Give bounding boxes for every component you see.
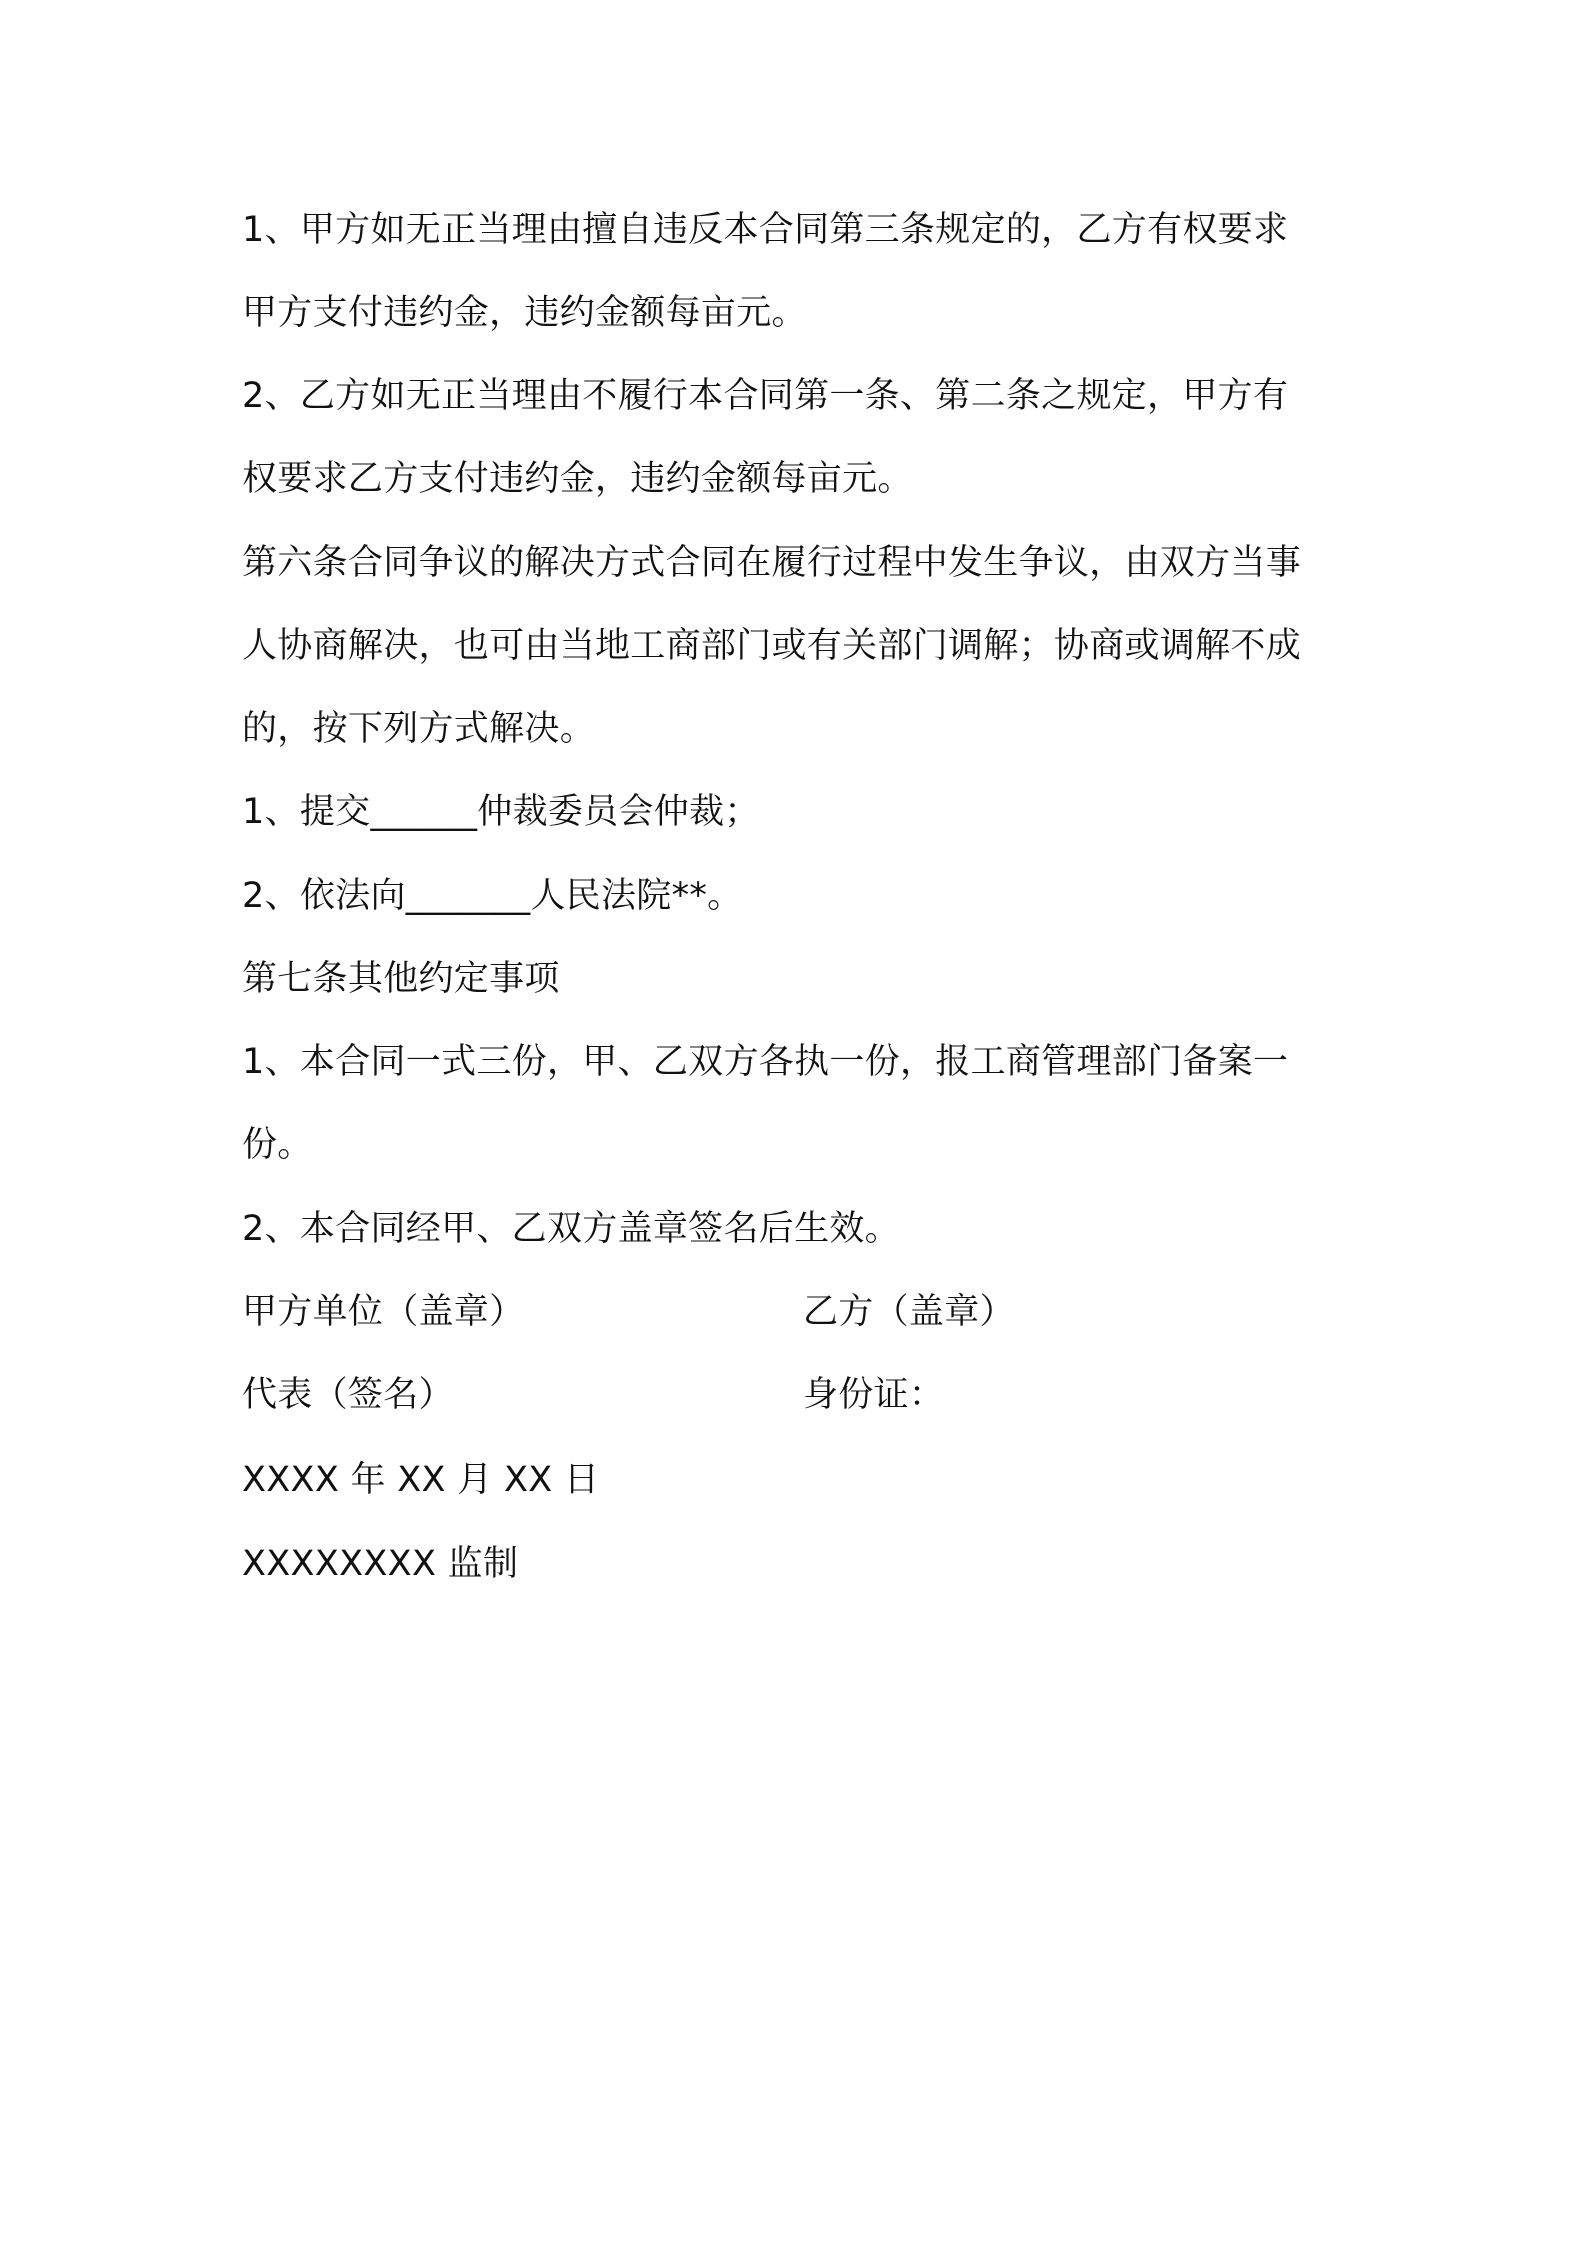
clause-6-line-3: 的，按下列方式解决。: [242, 709, 596, 749]
clause-7-item-1-line-2: 份。: [242, 1125, 313, 1165]
clause-6-item-1: 1、提交______仲裁委员会仲裁；: [242, 792, 760, 832]
clause-6-line-2: 人协商解决，也可由当地工商部门或有关部门调解；协商或调解不成: [242, 626, 1302, 666]
id-card-label: 身份证：: [803, 1375, 945, 1415]
clause-6-line-1: 第六条合同争议的解决方式合同在履行过程中发生争议，由双方当事: [242, 543, 1302, 583]
party-a-unit-seal: 甲方单位（盖章）: [242, 1292, 525, 1332]
representative-signature: 代表（签名）: [242, 1375, 454, 1415]
supervisor-label: XXXXXXXX 监制: [242, 1544, 519, 1584]
clause-5-item-2-line-1: 2、乙方如无正当理由不履行本合同第一条、第二条之规定，甲方有: [242, 376, 1289, 416]
clause-7-item-1-line-1: 1、本合同一式三份，甲、乙双方各执一份，报工商管理部门备案一: [242, 1042, 1289, 1082]
signing-date: XXXX 年 XX 月 XX 日: [242, 1460, 600, 1500]
clause-6-item-2: 2、依法向_______人民法院**。: [242, 876, 743, 916]
clause-5-item-1-line-1: 1、甲方如无正当理由擅自违反本合同第三条规定的，乙方有权要求: [242, 210, 1289, 250]
party-b-seal: 乙方（盖章）: [803, 1292, 1015, 1332]
clause-5-item-1-line-2: 甲方支付违约金，违约金额每亩元。: [242, 293, 807, 333]
clause-5-item-2-line-2: 权要求乙方支付违约金，违约金额每亩元。: [242, 459, 913, 499]
clause-7-heading: 第七条其他约定事项: [242, 959, 560, 999]
clause-7-item-2: 2、本合同经甲、乙双方盖章签名后生效。: [242, 1209, 900, 1249]
